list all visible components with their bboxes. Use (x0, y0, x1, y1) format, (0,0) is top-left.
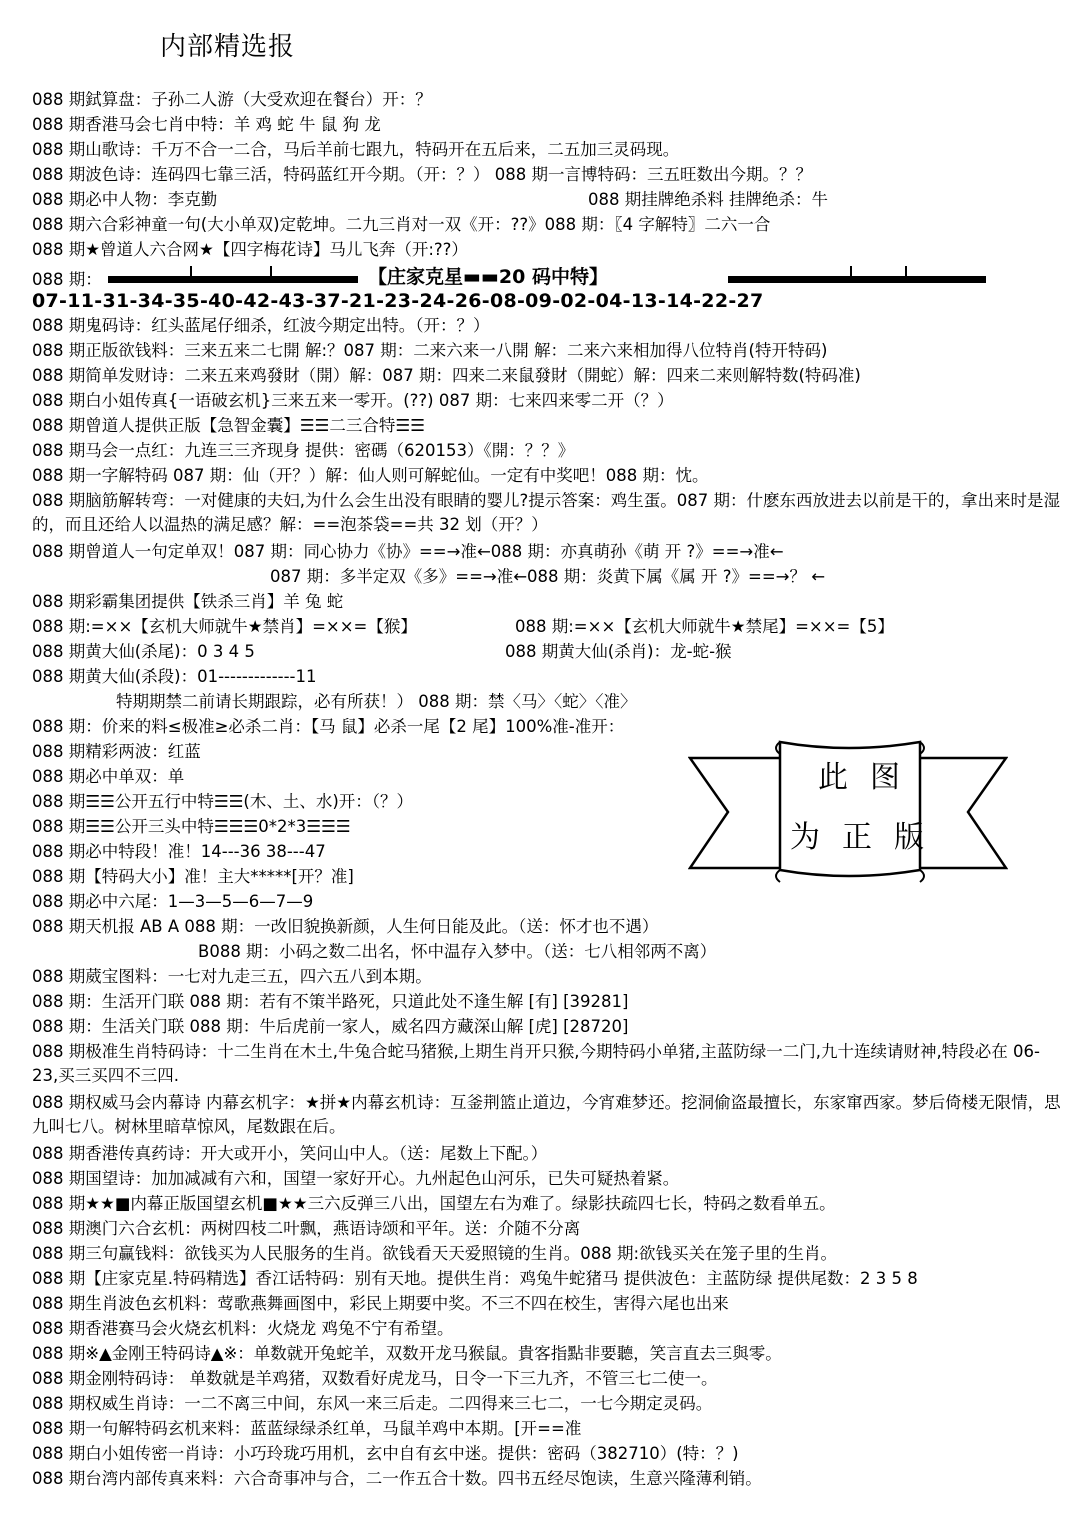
text-line: 088 期必中特段！准！14---36 38---47 (32, 842, 326, 861)
text-line: 088 期曾道人一句定单双！087 期：同心协力《协》==→准←088 期：亦真萌孙《萌 开 ?》==→准← (32, 542, 784, 561)
text-line: 088 期精彩两波：红蓝 (32, 742, 201, 761)
text-line: 088 期一句解特码玄机来料：蓝蓝绿绿杀红单，马鼠羊鸡中本期。[开==准 (32, 1419, 582, 1438)
text-line: 088 期：价来的料≤极准≥必杀二肖：【马 鼠】必杀一尾【2 尾】100%准-准开： (32, 717, 625, 736)
stamp-text-line1: 此图 (818, 760, 922, 795)
text-line: 088 期澳门六合玄机：两树四枝二叶飘，燕语诗颂和平年。送：介随不分离 (32, 1219, 581, 1238)
text-line: 088 期香港传真药诗：开大或开小，笑问山中人。（送：尾数上下配。） (32, 1144, 548, 1163)
banner-bar-left (108, 276, 358, 283)
text-line-left: 088 期:=××【玄机大师就牛★禁肖】=××=【猴】 (32, 617, 417, 636)
banner-tick (270, 266, 272, 276)
text-line-right: 088 期黄大仙(杀肖)：龙-蛇-猴 (505, 642, 732, 661)
banner-bar-right (728, 276, 986, 283)
text-line: 088 期山歌诗：千万不合一二合，马后羊前七跟九，特码开在五后来，二五加三灵码现。 (32, 140, 680, 159)
text-line: 088 期：生活开门联 088 期：若有不策半路死，只道此处不逢生解 [有] [39281] (32, 992, 629, 1011)
text-line: 088 期※▲金刚王特码诗▲※：单数就开兔蛇羊，双数开龙马猴鼠。貴客指點非要聽，笑言直去三與零。 (32, 1344, 782, 1363)
text-line: 088 期正版欲钱料：三来五来二七開 解:？087 期：二来六来一八開 解：二来六来相加得八位特肖(特开特码) (32, 341, 828, 360)
text-line: 特期期禁二前请长期跟踪，必有所获！） 088 期：禁〈马〉〈蛇〉〈准〉 (116, 692, 637, 711)
text-line-right: 088 期挂牌绝杀料 挂牌绝杀：牛 (588, 190, 828, 209)
text-line: 088 期白小姐传密一肖诗：小巧玲珑巧用机，玄中自有玄中迷。提供：密码（382710）(特：？) (32, 1444, 739, 1463)
text-line: 088 期白小姐传真{一语破玄机}三来五来一零开。(??) 087 期：七来四来零二开（？） (32, 391, 674, 410)
text-line: 088 期鬼码诗：红头蓝尾仔细杀，红波今期定出特。（开：？） (32, 316, 490, 335)
text-line-left: 088 期必中人物：李克勤 (32, 190, 218, 209)
text-line: 088 期天机报 AB A 088 期：一改旧貌换新颜，人生何日能及此。（送：怀才也不遇） (32, 917, 659, 936)
stamp-text-line2: 为正版 (790, 820, 946, 855)
text-line: B088 期：小码之数二出名，怀中温存入梦中。（送：七八相邻两不离） (198, 942, 717, 961)
text-line: 088 期生肖波色玄机料：莺歌燕舞画图中，彩民上期要中奖。不三不四在校生，害得六尾也出来 (32, 1294, 729, 1313)
text-line: 088 期★曾道人六合网★【四字梅花诗】马儿飞奔（开:??） (32, 240, 468, 259)
text-paragraph: 088 期极准生肖特码诗：十二生肖在木土,牛兔合蛇马猪猴,上期生肖开只猴,今期特码小单猪,主蓝防绿一二门,九十连续请财神,特段必在 06-23,买三买四不三四. (32, 1042, 1040, 1085)
banner-tick (905, 266, 907, 276)
text-line: 088 期香港马会七肖中特：羊 鸡 蛇 牛 鼠 狗 龙 (32, 115, 381, 134)
page-title: 内部精选报 (160, 32, 296, 62)
text-line: 088 期【庄家克星.特码精选】香江话特码：别有天地。提供生肖：鸡兔牛蛇猪马 提供波色：主蓝防绿 提供尾数：2 3 5 8 (32, 1269, 918, 1288)
text-line: 088 期：生活关门联 088 期：牛后虎前一家人，威名四方藏深山解 [虎] [28720] (32, 1017, 629, 1036)
banner-tick (850, 266, 852, 276)
text-line: 088 期香港赛马会火烧玄机料：火烧龙 鸡兔不宁有希望。 (32, 1319, 454, 1338)
number-list: 07-11-31-34-35-40-42-43-37-21-23-24-26-08-09-02-04-13-14-22-27 (32, 290, 764, 312)
banner-tick (190, 266, 192, 276)
text-line: 088 期马会一点红：九连三三齐现身 提供：密碼（620153）《開：？？》 (32, 441, 575, 460)
text-line: 088 期彩霸集团提供【铁杀三肖】羊 兔 蛇 (32, 592, 344, 611)
text-line: 087 期：多半定双《多》==→准←088 期：炎黄下属《属 开 ?》==→？ ← (270, 567, 826, 586)
text-line: 088 期【特码大小】准！主大*****[开？准] (32, 867, 354, 886)
text-line: 088 期台湾内部传真来料：六合奇事冲与合，二一作五合十数。四书五经尽饱读，生意兴隆薄利销。 (32, 1469, 762, 1488)
text-line: 088 期必中六尾：1—3—5—6—7—9 (32, 892, 314, 911)
text-line-left: 088 期黄大仙(杀尾)：0 3 4 5 (32, 642, 255, 661)
text-line: 088 期三句赢钱料：欲钱买为人民服务的生肖。欲钱看天天爱照镜的生肖。088 期:欲钱买关在笼子里的生肖。 (32, 1244, 838, 1263)
text-line: 088 期六合彩神童一句(大小单双)定乾坤。二九三肖对一双《开：??》088 期：〖4 字解特〗二六一合 (32, 215, 771, 234)
text-line: 088 期必中单双：单 (32, 767, 185, 786)
text-paragraph: 088 期脑筋解转弯：一对健康的夫妇,为什么会生出没有眼睛的婴儿?提示答案：鸡生蛋。087 期：什麽东西放进去以前是干的，拿出来时是湿的，而且还给人以温热的满足感？解：==泡茶袋==共 32 划（开？） (32, 491, 1060, 534)
banner-label: 088 期： (32, 270, 102, 289)
banner-text: 【庄家克星▬▬20 码中特】 (368, 266, 608, 288)
text-line-right: 088 期:=××【玄机大师就牛★禁尾】=××=【5】 (515, 617, 894, 636)
text-line: 088 期国望诗：加加减减有六和，国望一家好开心。九州起色山河乐，已失可疑热着紧。 (32, 1169, 680, 1188)
text-line: 088 期☰☰公开五行中特☰☰(木、土、水)开：（？） (32, 792, 414, 811)
text-line: 088 期黄大仙(杀段)：01-------------11 (32, 667, 317, 686)
text-line: 088 期简单发财诗：二来五来鸡發財（開）解：087 期：四来二来鼠發財（開蛇）解：四来二来则解特数(特码准) (32, 366, 861, 385)
text-paragraph: 088 期权威马会内幕诗 内幕玄机字：★拼★内幕玄机诗：互釜荆篮止道边，今宵难梦还。挖洞偷盗最擅长，东家窜西家。梦后倚楼无限情，思九叫七八。树林里暗草惊风，尾数跟在后。 (32, 1093, 1061, 1136)
text-line: 088 期★★■内幕正版国望玄机■★★三六反弹三八出，国望左右为难了。绿影扶疏四七长，特码之数看单五。 (32, 1194, 836, 1213)
text-line: 088 期曾道人提供正版【急智金囊】☰☰二三合特☰☰ (32, 416, 425, 435)
text-line: 088 期权威生肖诗：一二不离三中间，东风一来三后走。二四得来三七二，一七今期定灵码。 (32, 1394, 713, 1413)
text-line: 088 期鉽算盘：子孙二人游（大受欢迎在餐台）开：？ (32, 90, 432, 109)
text-line: 088 期波色诗：连码四七靠三活，特码蓝红开今期。（开：？） 088 期一言博特码：三五旺数出今期。？？ (32, 165, 812, 184)
text-line: 088 期葳宝图料：一七对九走三五，四六五八到本期。 (32, 967, 432, 986)
text-line: 088 期金刚特码诗： 单数就是羊鸡猪，双数看好虎龙马，日令一下三九齐，不管三七二使一。 (32, 1369, 718, 1388)
text-line: 088 期一字解特码 087 期：仙（开？）解：仙人则可解蛇仙。一定有中奖吧！088 期：忱。 (32, 466, 709, 485)
text-line: 088 期☰☰公开三头中特☰☰☰0*2*3☰☰☰ (32, 817, 351, 836)
